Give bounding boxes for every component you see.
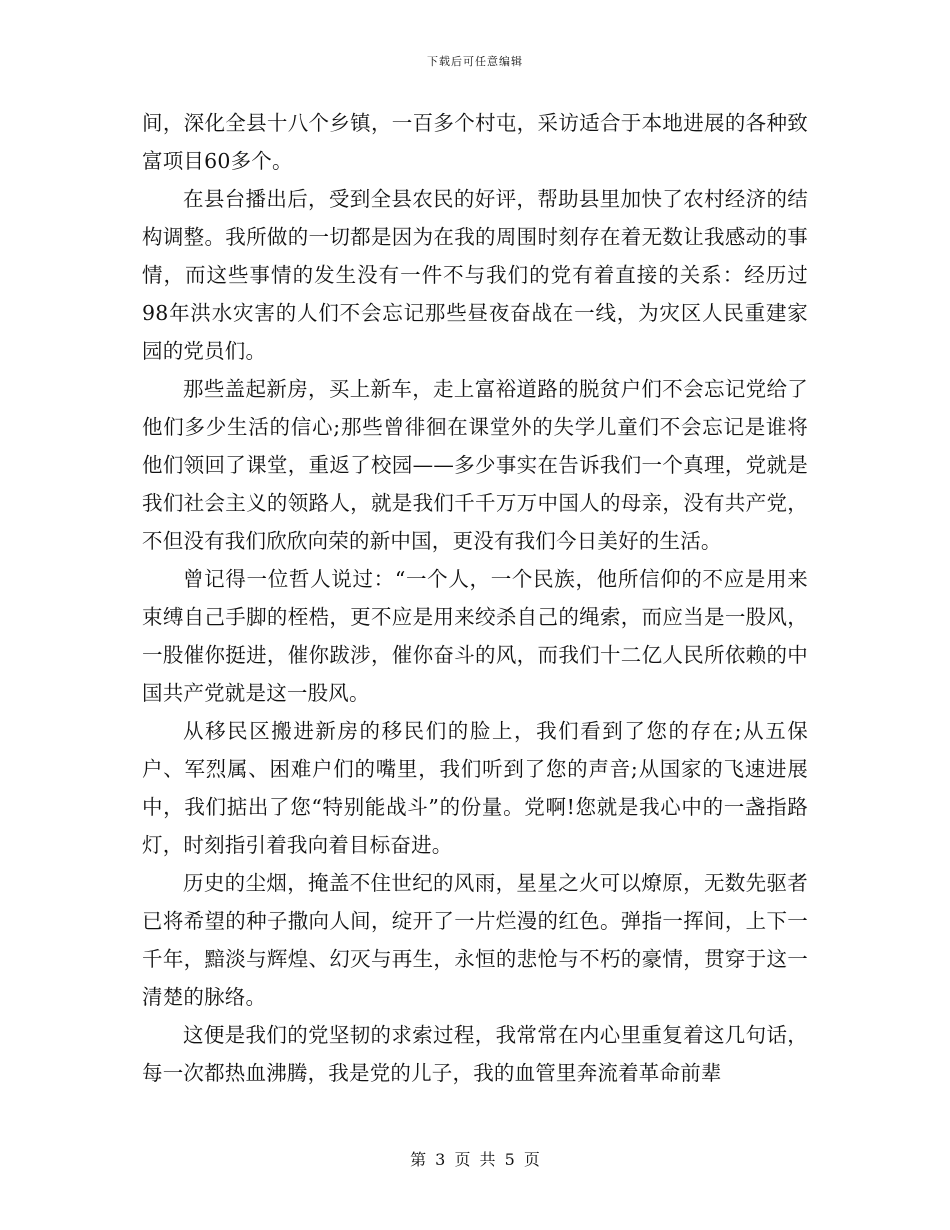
page-header: 下载后可任意编辑 (427, 55, 523, 68)
paragraph: 历史的尘烟，掩盖不住世纪的风雨，星星之火可以燎原，无数先驱者已将希望的种子撒向人间，绽开了一片烂漫的红色。弹指一挥间，上下一千年，黯淡与辉煌、幻灭与再生，永恒的悲怆与不朽的豪情，贯穿于这一清楚的脉络。 (142, 871, 808, 1009)
paragraph: 从移民区搬进新房的移民们的脸上，我们看到了您的存在;从五保户、军烈属、困难户们的嘴里，我们听到了您的声音;从国家的飞速进展中，我们掂出了您“特别能战斗”的份量。党啊!您就是我心中的一盏指路灯，时刻指引着我向着目标奋进。 (142, 719, 808, 857)
page-number: 第 3 页 共 5 页 (410, 1150, 540, 1169)
paragraph: 这便是我们的党坚韧的求索过程，我常常在内心里重复着这几句话，每一次都热血沸腾，我是党的儿子，我的血管里奔流着革命前辈 (142, 1023, 808, 1085)
paragraph: 曾记得一位哲人说过：“一个人，一个民族，他所信仰的不应是用来束缚自己手脚的桎梏，更不应是用来绞杀自己的绳索，而应当是一股风，一股催你挺进，催你跋涉，催你奋斗的风，而我们十二亿人民所依赖的中国共产党就是这一股风。 (142, 567, 808, 705)
document-body (142, 104, 808, 1092)
paragraph: 那些盖起新房，买上新车，走上富裕道路的脱贫户们不会忘记党给了他们多少生活的信心;那些曾徘徊在课堂外的失学儿童们不会忘记是谁将他们领回了课堂，重返了校园——多少事实在告诉我们一个真理，党就是我们社会主义的领路人，就是我们千千万万中国人的母亲，没有共产党，不但没有我们欣欣向荣的新中国，更没有我们今日美好的生活。 (142, 377, 808, 553)
paragraph: 在县台播出后，受到全县农民的好评，帮助县里加快了农村经济的结构调整。我所做的一切都是因为在我的周围时刻存在着无数让我感动的事情，而这些事情的发生没有一件不与我们的党有着直接的关系：经历过98年洪水灾害的人们不会忘记那些昼夜奋战在一线，为灾区人民重建家园的党员们。 (142, 187, 808, 363)
paragraph-continuation: 间，深化全县十八个乡镇，一百多个村屯，采访适合于本地进展的各种致富项目60多个。 (142, 111, 808, 173)
